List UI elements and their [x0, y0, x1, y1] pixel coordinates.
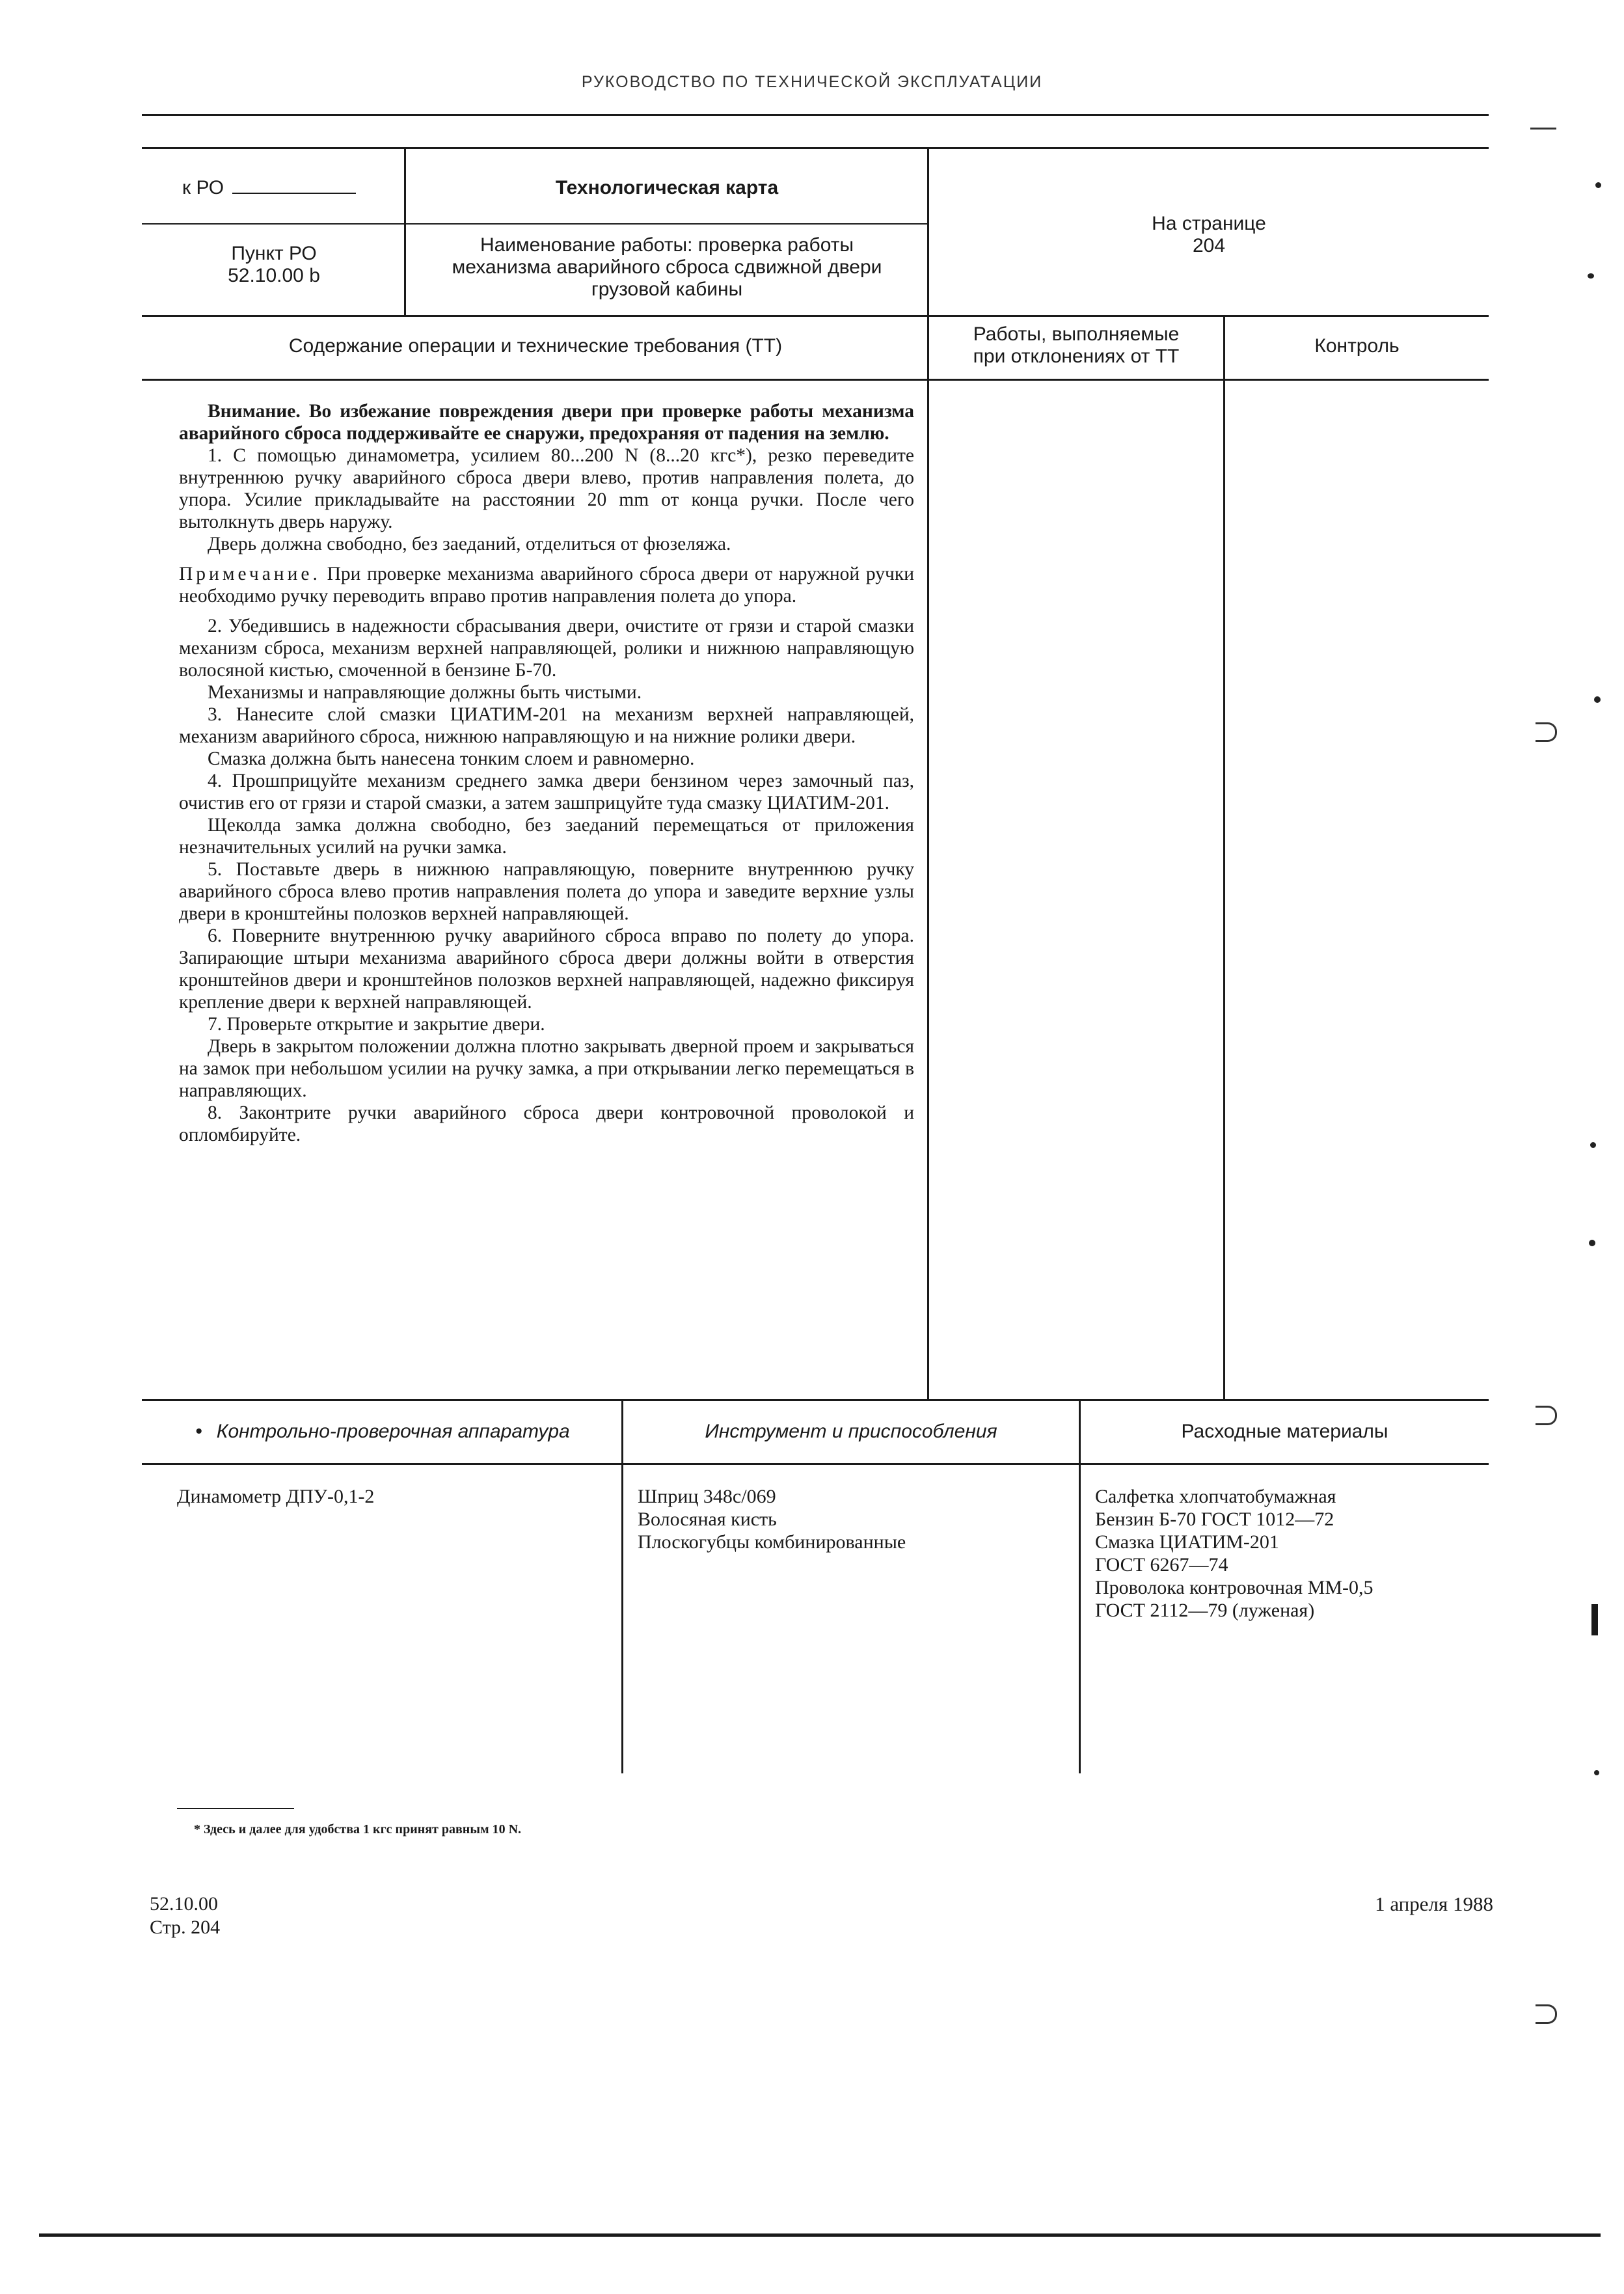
ref-label: к РО [182, 177, 224, 198]
warning-text: Внимание. Во избежание повреждения двери при проверке работы механизма аварийного сброса поддерживайте ее снаружи, предохраняя от падения на землю. [179, 401, 914, 444]
scan-speck [1595, 182, 1601, 188]
scan-speck [1589, 1240, 1595, 1246]
col-header-deviation [929, 323, 1223, 368]
control-divider [1223, 316, 1225, 1400]
work-name-line: Наименование работы: проверка работы [480, 234, 854, 256]
page-label: На странице [1152, 213, 1266, 234]
col-header-deviation-line: при отклонениях от ТТ [973, 346, 1180, 367]
step-2: 2. Убедившись в надежности сбрасывания двери, очистите от грязи и старой смазки механизм сброса, механизм верхней направляющей, ролики и нижнюю направляющую волосяной кистью, смоченной в бензине Б-70. [179, 616, 914, 681]
table-top-rule [142, 147, 1489, 149]
material-item: Смазка ЦИАТИМ-201 [1095, 1531, 1279, 1553]
item-number: 52.10.00 b [228, 265, 320, 286]
step-1: 1. С помощью динамометра, усилием 80...200 N (8...20 кгс*), резко переведите внутреннюю ручку аварийного сброса двери влево, против направления полета, до упора. Усилие прикладывайте на расстоянии 20 mm от конца ручки. После чего вытолкнуть дверь наружу. [179, 445, 914, 532]
col-header-deviation-line: Работы, выполняемые [973, 323, 1180, 345]
step-8: 8. Законтрите ручки аварийного сброса двери контровочной проволокой и опломбируйте. [179, 1102, 914, 1145]
ref-blank [232, 193, 356, 194]
running-head: РУКОВОДСТВО ПО ТЕХНИЧЕСКОЙ ЭКСПЛУАТАЦИИ [581, 73, 1043, 91]
scan-mark [1530, 128, 1556, 130]
footnote: * Здесь и далее для удобства 1 кгс принят равным 10 N. [194, 1822, 522, 1837]
item-label: Пункт РО [231, 243, 317, 264]
material-item: Бензин Б-70 ГОСТ 1012—72 [1095, 1509, 1334, 1530]
bottom-header-tools: Инструмент и приспособления [705, 1421, 997, 1442]
col-header-operation: Содержание операции и технические требования (ТТ) [288, 335, 783, 357]
material-item: Проволока контровочная ММ-0,5 [1095, 1577, 1374, 1598]
material-item: ГОСТ 6267—74 [1095, 1554, 1228, 1576]
material-item: ГОСТ 2112—79 (луженая) [1095, 1600, 1315, 1621]
bottom-table-header-rule [142, 1463, 1489, 1465]
work-name [407, 234, 927, 301]
ref-cell [182, 177, 377, 199]
top-rule [142, 114, 1489, 116]
card-title: Технологическая карта [555, 177, 779, 198]
note [179, 563, 914, 607]
operation-text [179, 400, 914, 1146]
page-number: 204 [1192, 235, 1226, 256]
materials-list [1095, 1485, 1374, 1622]
scan-bar [1591, 1604, 1598, 1635]
step-3-requirement: Смазка должна быть нанесена тонким слоем и равномерно. [208, 748, 695, 769]
title-divider-1 [404, 147, 406, 316]
step-1-requirement: Дверь должна свободно, без заеданий, отделиться от фюзеляжа. [208, 534, 731, 554]
tool-item: Волосяная кисть [638, 1509, 777, 1530]
bottom-header-equipment [144, 1421, 621, 1443]
note-text: При проверке механизма аварийного сброса двери от наружной ручки необходимо ручку переводить вправо против направления полета до упора. [179, 564, 914, 607]
step-4: 4. Прошприцуйте механизм среднего замка двери бензином через замочный паз, очистив его от грязи и старой смазки, а затем зашприцуйте туда смазку ЦИАТИМ-201. [179, 771, 914, 813]
bottom-header-equipment-label: Контрольно-проверочная аппаратура [216, 1421, 570, 1442]
equipment-item: Динамометр ДПУ-0,1-2 [177, 1486, 375, 1507]
col-header-control: Контроль [1314, 335, 1400, 357]
work-name-line: механизма аварийного сброса сдвижной двери [452, 256, 882, 278]
bottom-divider-1 [621, 1399, 623, 1773]
tools-list [638, 1485, 906, 1553]
scan-speck [1594, 696, 1601, 703]
footer-page: Стр. 204 [150, 1917, 221, 1938]
bottom-header-materials: Расходные материалы [1181, 1421, 1388, 1442]
note-label: Примечание. [179, 564, 321, 584]
footer-date: 1 апреля 1988 [1375, 1892, 1493, 1915]
tool-item: Плоскогубцы комбинированные [638, 1531, 906, 1553]
header-bullet: • [195, 1421, 202, 1442]
scan-speck [1594, 1770, 1599, 1775]
equipment-list [177, 1485, 374, 1508]
step-5: 5. Поставьте дверь в нижнюю направляющую, поверните внутреннюю ручку аварийного сброса влево против направления полета до упора и заведите верхние узлы двери в кронштейны полозков верхней направляющей. [179, 859, 914, 924]
scan-mark [1536, 722, 1557, 742]
scan-mark [1536, 2004, 1557, 2024]
scan-speck [1590, 1142, 1596, 1148]
bottom-divider-2 [1079, 1399, 1081, 1773]
tool-item: Шприц 348с/069 [638, 1486, 776, 1507]
footer-section: 52.10.00 [150, 1893, 218, 1915]
bottom-border-rule [39, 2233, 1601, 2237]
footnote-rule [177, 1808, 294, 1809]
bottom-table-top-rule [142, 1399, 1489, 1401]
header-bottom-rule [142, 379, 1489, 381]
title-bottom-rule [142, 315, 1489, 317]
step-2-requirement: Механизмы и направляющие должны быть чистыми. [208, 682, 642, 703]
scan-mark [1536, 1406, 1557, 1425]
footer-left [150, 1892, 220, 1939]
step-4-requirement: Щеколда замка должна свободно, без заеданий перемещаться от приложения незначительных усилий на ручки замка. [179, 815, 914, 858]
step-6: 6. Поверните внутреннюю ручку аварийного сброса вправо по полету до упора. Запирающие штыри механизма аварийного сброса двери должны войти в отверстия кронштейнов двери и кронштейнов полозков верхней направляющей, надежно фиксируя крепление двери к верхней направляющей. [179, 925, 914, 1013]
step-7: 7. Проверьте открытие и закрытие двери. [208, 1014, 545, 1035]
step-3: 3. Нанесите слой смазки ЦИАТИМ-201 на механизм верхней направляющей, механизм аварийного сброса, нижнюю направляющую и на нижние ролики двери. [179, 704, 914, 747]
step-7-requirement: Дверь в закрытом положении должна плотно закрывать дверной проем и закрываться на замок при небольшом усилии на ручку замка, а при открывании легко перемещаться в направляющих. [179, 1036, 914, 1101]
scan-speck [1588, 273, 1594, 279]
material-item: Салфетка хлопчатобумажная [1095, 1486, 1336, 1507]
title-mid-rule [142, 223, 927, 225]
work-name-line: грузовой кабины [591, 279, 743, 300]
